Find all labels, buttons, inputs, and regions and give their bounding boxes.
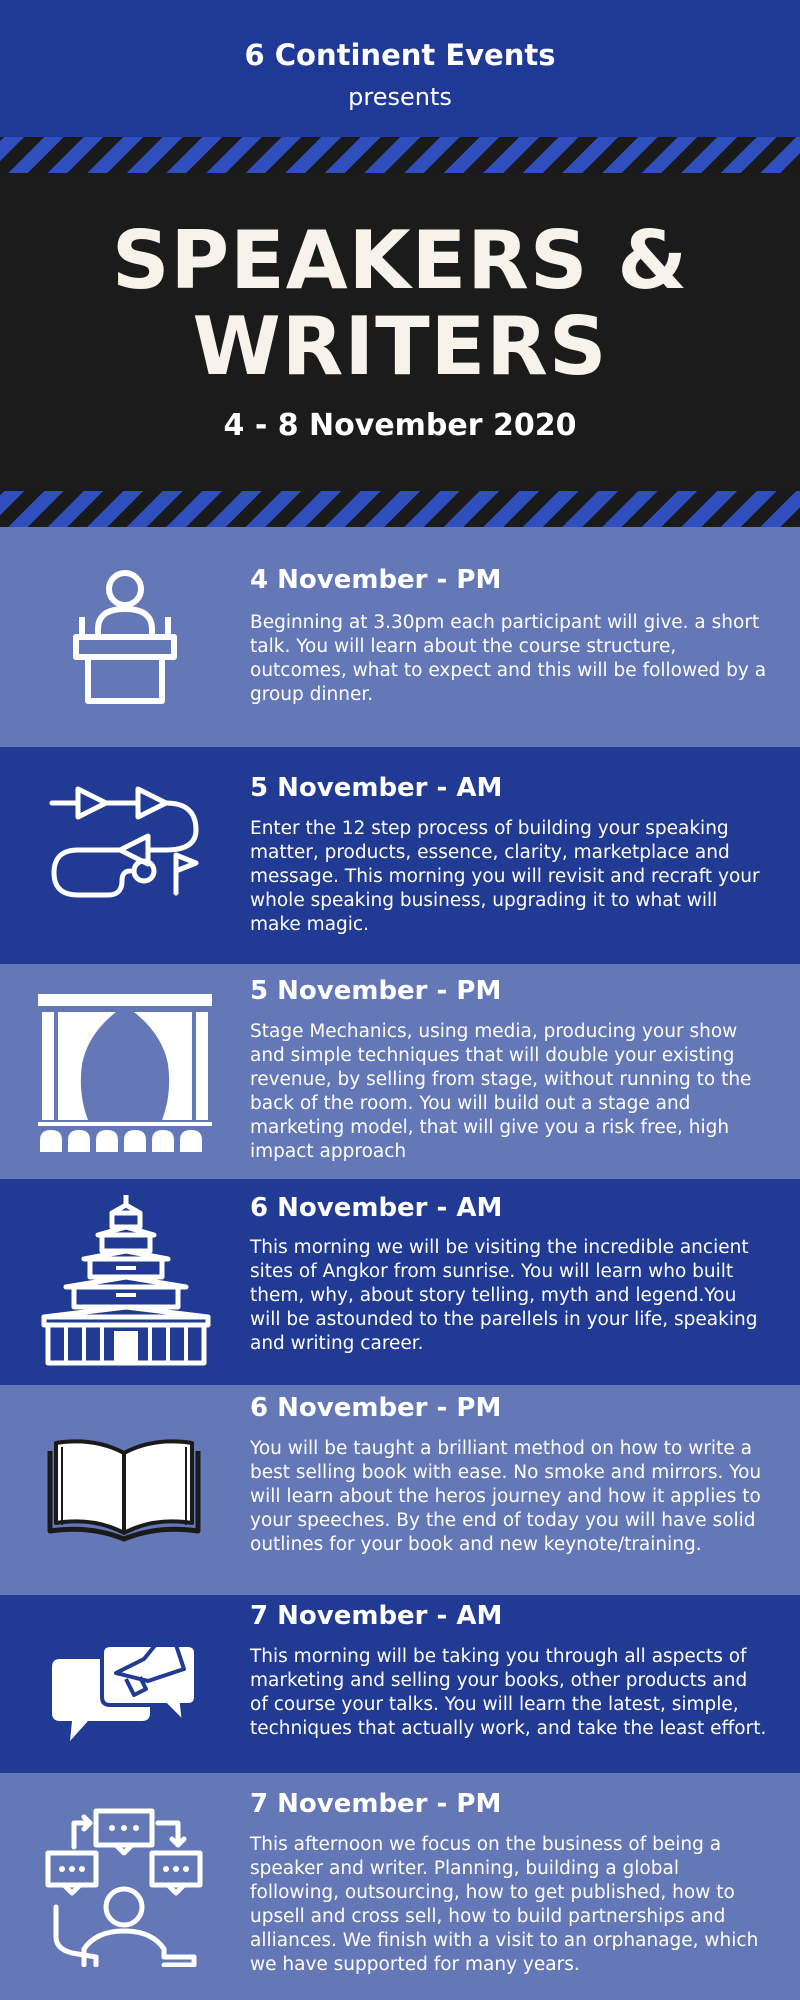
session-description: Stage Mechanics, using media, producing your show and simple techniques that will double your existing revenue, by selling from stage, without running to the back of the room. You will build out a stage and marketing model, that will give you a risk free, high impact approach <box>250 1021 752 1162</box>
session-heading: 6 November - PM <box>250 1393 502 1423</box>
session-heading: 5 November - PM <box>250 976 502 1006</box>
top-stripe-divider <box>0 137 800 173</box>
event-title-line2: WRITERS <box>192 300 608 393</box>
session-description: This morning we will be visiting the incredible ancient sites of Angkor from sunrise. You will learn who built them, why, about story telling, myth and legend.You will be astounded to the parellels in your life, speaking and writing career. <box>250 1237 758 1354</box>
session-4nov-pm <box>0 527 800 747</box>
business-network-icon <box>44 1807 204 1967</box>
session-6nov-am <box>0 1179 800 1385</box>
organizer-name: 6 Continent Events <box>244 38 556 72</box>
pagoda-temple-icon <box>36 1191 216 1371</box>
session-description: Enter the 12 step process of building your speaking matter, products, essence, clarity, marketplace and message. This morning you will revisit and recraft your whole speaking business, upgrading it to what will make magic. <box>250 818 760 935</box>
session-heading: 7 November - PM <box>250 1789 502 1819</box>
megaphone-chat-icon <box>52 1619 202 1749</box>
session-7nov-pm <box>0 1773 800 2000</box>
session-7nov-am <box>0 1595 800 1773</box>
header <box>0 0 800 137</box>
session-6nov-pm <box>0 1385 800 1595</box>
event-dates: 4 - 8 November 2020 <box>223 408 577 443</box>
event-title-line1: SPEAKERS & <box>111 214 689 307</box>
podium-speaker-icon <box>70 567 180 707</box>
session-heading: 6 November - AM <box>250 1193 503 1223</box>
session-heading: 7 November - AM <box>250 1601 503 1631</box>
session-5nov-am <box>0 747 800 964</box>
winding-path-flag-icon <box>48 775 208 905</box>
theater-stage-icon <box>38 994 212 1154</box>
session-heading: 4 November - PM <box>250 565 502 595</box>
presents-text: presents <box>348 83 452 111</box>
open-book-icon <box>44 1433 204 1543</box>
session-description: You will be taught a brilliant method on how to write a best selling book with ease. No smoke and mirrors. You will learn about the heros journey and how it applies to your speeches. By the end of today you will have solid outlines for your book and new keynote/training. <box>250 1438 762 1555</box>
session-5nov-pm <box>0 964 800 1179</box>
event-title <box>0 214 800 393</box>
hero-banner <box>0 173 800 491</box>
session-description: This afternoon we focus on the business of being a speaker and writer. Planning, building a global following, outsourcing, how to get published, how to upsell and cross sell, how to build partnerships and alliances. We finish with a visit to an orphanage, which we have supported for many years. <box>250 1834 759 1975</box>
bottom-stripe-divider <box>0 491 800 527</box>
session-description: Beginning at 3.30pm each participant will give. a short talk. You will learn about the course structure, outcomes, what to expect and this will be followed by a group dinner. <box>250 612 767 705</box>
session-description: This morning will be taking you through all aspects of marketing and selling your books, other products and of course your talks. You will learn the latest, simple, techniques that actually work, and take the least effort. <box>250 1646 767 1739</box>
session-heading: 5 November - AM <box>250 773 503 803</box>
